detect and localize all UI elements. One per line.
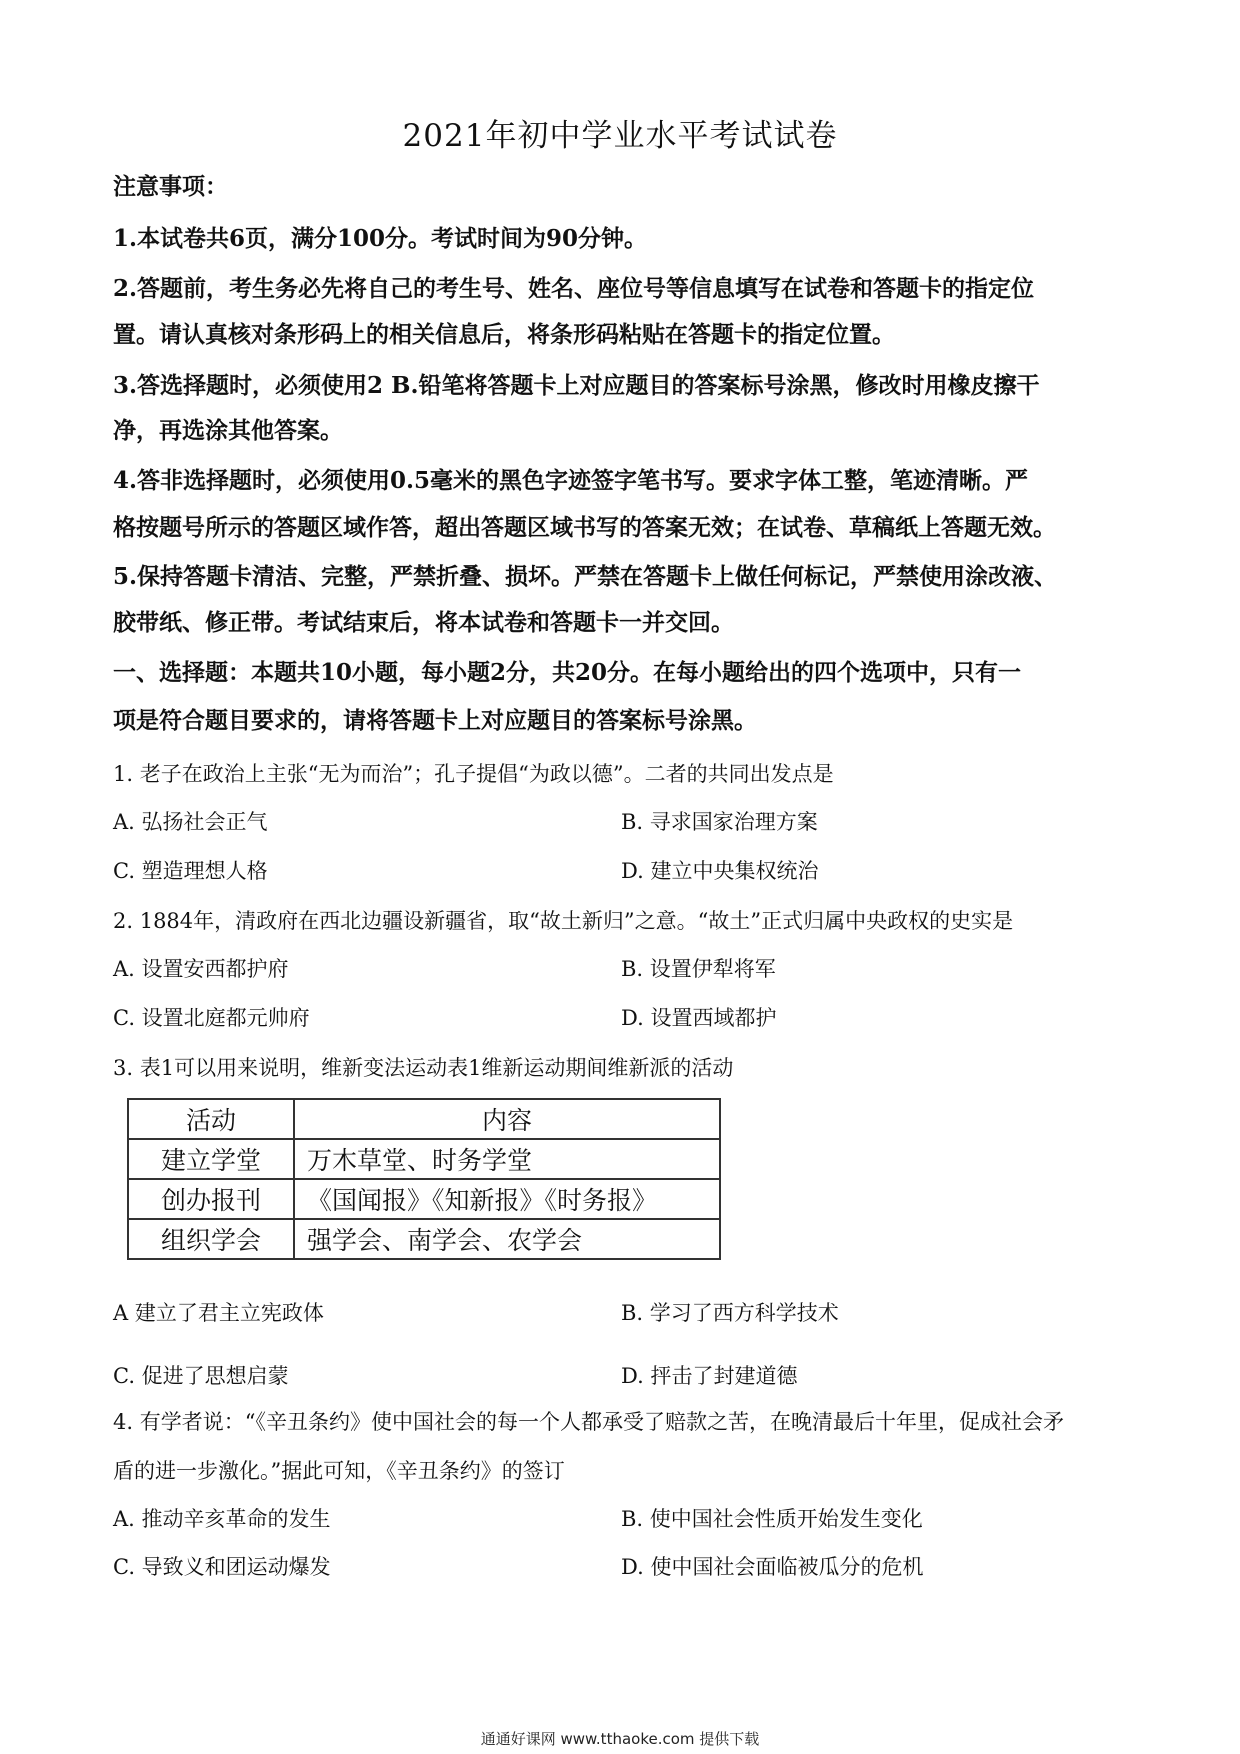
activity-table: [127, 1098, 721, 1260]
table-cell: 《国闻报》《知新报》《时务报》: [294, 1179, 720, 1219]
table-cell: 组织学会: [128, 1219, 294, 1259]
page-title: 2021年初中学业水平考试试卷: [402, 118, 838, 154]
notice-line: 4.答非选择题时，必须使用0.5毫米的黑色字迹签字笔书写。要求字体工整，笔迹清晰。严: [113, 467, 1029, 494]
notice-line: 格按题号所示的答题区域作答，超出答题区域书写的答案无效；在试卷、草稿纸上答题无效。: [113, 514, 1056, 541]
notice-line: 胶带纸、修正带。考试结束后，将本试卷和答题卡一并交回。: [113, 609, 734, 636]
option-b: B. 寻求国家治理方案: [621, 810, 818, 834]
table-header-row: [128, 1099, 720, 1139]
option-b: B. 使中国社会性质开始发生变化: [621, 1507, 923, 1531]
notice-line: 3.答选择题时，必须使用2 B.铅笔将答题卡上对应题目的答案标号涂黑，修改时用橡皮擦干: [113, 372, 1040, 399]
option-d: D. 抨击了封建道德: [621, 1364, 798, 1388]
question-stem: 2. 1884年，清政府在西北边疆设新疆省，取“故土新归”之意。“故土”正式归属中央政权的史实是: [113, 909, 1014, 933]
table-cell: 强学会、南学会、农学会: [294, 1219, 720, 1259]
option-b: B. 学习了西方科学技术: [621, 1301, 839, 1325]
option-a: A. 弘扬社会正气: [113, 810, 268, 834]
option-c: C. 设置北庭都元帅府: [113, 1006, 310, 1030]
notice-heading: 注意事项：: [113, 173, 228, 200]
question-stem: 3. 表1可以用来说明，维新变法运动表1维新运动期间维新派的活动: [113, 1056, 734, 1080]
table-row: [128, 1219, 720, 1259]
option-a: A. 设置安西都护府: [113, 957, 289, 981]
option-a: A. 推动辛亥革命的发生: [113, 1507, 331, 1531]
option-b: B. 设置伊犁将军: [621, 957, 776, 981]
option-c: C. 塑造理想人格: [113, 859, 268, 883]
notice-line: 置。请认真核对条形码上的相关信息后，将条形码粘贴在答题卡的指定位置。: [113, 321, 895, 348]
table-header-cell: 活动: [128, 1099, 294, 1139]
question-stem: 1. 老子在政治上主张“无为而治”；孔子提倡“为政以德”。二者的共同出发点是: [113, 762, 834, 786]
table-row: [128, 1179, 720, 1219]
option-a: A 建立了君主立宪政体: [113, 1301, 324, 1325]
table-cell: 万木草堂、时务学堂: [294, 1139, 720, 1179]
option-c: C. 导致义和团运动爆发: [113, 1555, 331, 1579]
question-stem: 4. 有学者说：“《辛丑条约》使中国社会的每一个人都承受了赔款之苦，在晚清最后十年里，促成社会矛: [113, 1410, 1064, 1434]
option-d: D. 设置西域都护: [621, 1006, 777, 1030]
option-d: D. 使中国社会面临被瓜分的危机: [621, 1555, 924, 1579]
section-heading: 一、选择题：本题共10小题，每小题2分，共20分。在每小题给出的四个选项中，只有一: [113, 659, 1022, 686]
option-d: D. 建立中央集权统治: [621, 859, 819, 883]
table-cell: 创办报刊: [128, 1179, 294, 1219]
notice-line: 5.保持答题卡清洁、完整，严禁折叠、损坏。严禁在答题卡上做任何标记，严禁使用涂改液、: [113, 563, 1058, 590]
notice-line: 2.答题前，考生务必先将自己的考生号、姓名、座位号等信息填写在试卷和答题卡的指定位: [113, 275, 1035, 302]
option-c: C. 促进了思想启蒙: [113, 1364, 289, 1388]
table-row: [128, 1139, 720, 1179]
notice-line: 净，再选涂其他答案。: [113, 417, 343, 444]
table-cell: 建立学堂: [128, 1139, 294, 1179]
question-stem: 盾的进一步激化。”据此可知，《辛丑条约》的签订: [113, 1459, 565, 1483]
table-header-cell: 内容: [294, 1099, 720, 1139]
section-heading: 项是符合题目要求的，请将答题卡上对应题目的答案标号涂黑。: [113, 707, 757, 734]
footer-source: 通通好课网 www.tthaoke.com 提供下载: [480, 1730, 760, 1748]
notice-line: 1.本试卷共6页，满分100分。考试时间为90分钟。: [113, 225, 648, 252]
